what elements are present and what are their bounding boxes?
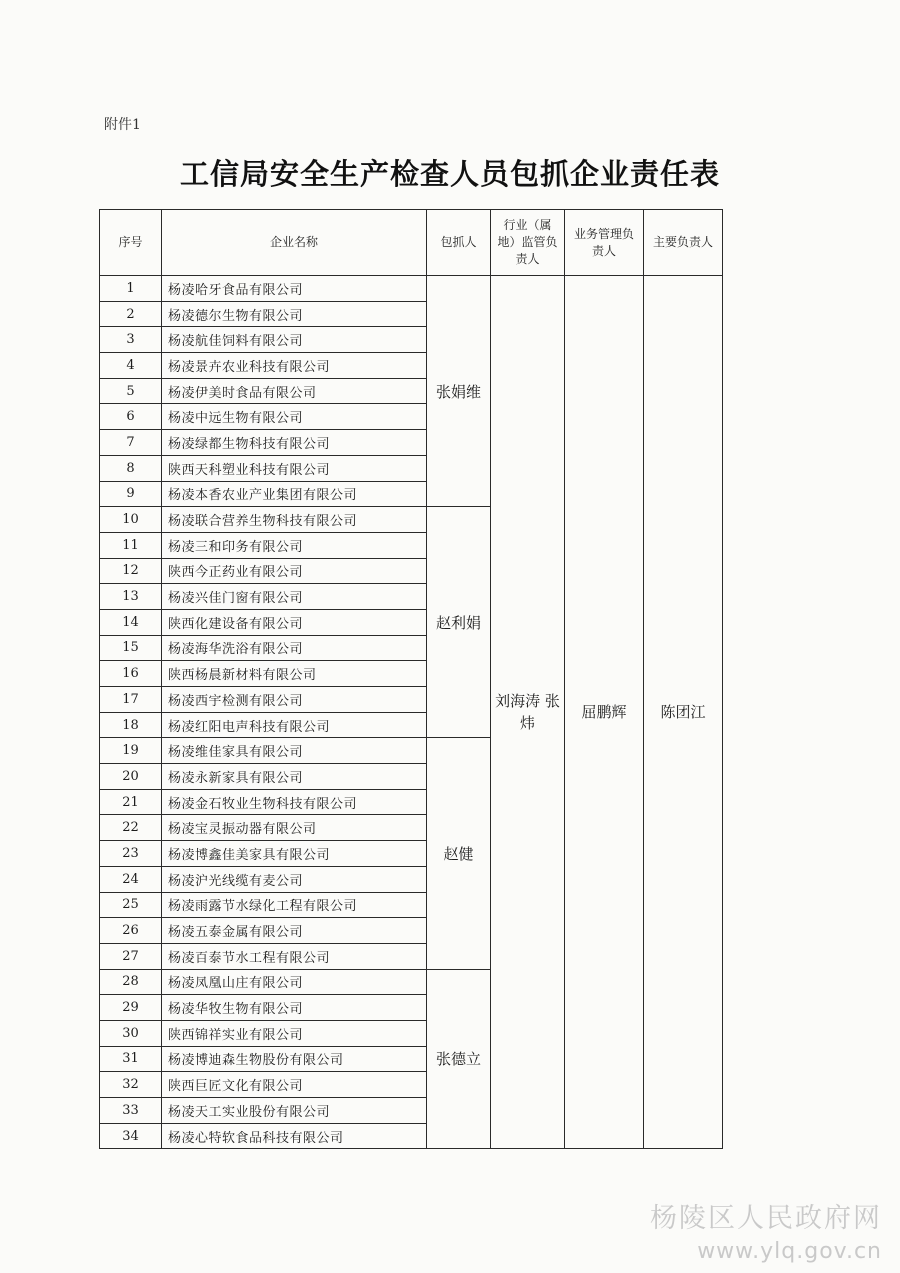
company-name: 杨凌本香农业产业集团有限公司 (162, 481, 427, 507)
row-number: 10 (100, 507, 162, 533)
row-number: 20 (100, 764, 162, 790)
company-name: 杨凌金石牧业生物科技有限公司 (162, 789, 427, 815)
company-name: 陕西巨匠文化有限公司 (162, 1072, 427, 1098)
company-name: 杨凌雨露节水绿化工程有限公司 (162, 892, 427, 918)
row-number: 29 (100, 995, 162, 1021)
row-number: 26 (100, 918, 162, 944)
row-number: 14 (100, 609, 162, 635)
row-number: 30 (100, 1020, 162, 1046)
row-number: 33 (100, 1098, 162, 1124)
company-name: 杨凌五泰金属有限公司 (162, 918, 427, 944)
row-number: 9 (100, 481, 162, 507)
site-watermark (650, 1196, 882, 1264)
company-name: 陕西天科塑业科技有限公司 (162, 455, 427, 481)
company-name: 杨凌三和印务有限公司 (162, 532, 427, 558)
company-name: 杨凌天工实业股份有限公司 (162, 1098, 427, 1124)
company-name: 杨凌博鑫佳美家具有限公司 (162, 841, 427, 867)
company-name: 杨凌维佳家具有限公司 (162, 738, 427, 764)
row-number: 22 (100, 815, 162, 841)
row-number: 23 (100, 841, 162, 867)
row-number: 12 (100, 558, 162, 584)
company-name: 杨凌心特软食品科技有限公司 (162, 1123, 427, 1149)
row-number: 15 (100, 635, 162, 661)
company-name: 杨凌百泰节水工程有限公司 (162, 943, 427, 969)
company-name: 杨凌中远生物有限公司 (162, 404, 427, 430)
row-number: 24 (100, 866, 162, 892)
row-number: 6 (100, 404, 162, 430)
header-row (100, 210, 723, 276)
assignee-cell: 张娟维 (427, 276, 491, 507)
company-name: 陕西锦祥实业有限公司 (162, 1020, 427, 1046)
table-row (100, 276, 723, 302)
company-name: 杨凌红阳电声科技有限公司 (162, 712, 427, 738)
header-supervisor: 行业（属地）监管负责人 (491, 210, 565, 276)
header-assignee: 包抓人 (427, 210, 491, 276)
header-no: 序号 (100, 210, 162, 276)
row-number: 2 (100, 301, 162, 327)
company-name: 杨凌德尔生物有限公司 (162, 301, 427, 327)
assignee-cell: 张德立 (427, 969, 491, 1149)
company-name: 杨凌博迪森生物股份有限公司 (162, 1046, 427, 1072)
company-name: 杨凌伊美时食品有限公司 (162, 378, 427, 404)
supervisor-cell: 刘海涛 张炜 (491, 276, 565, 1149)
business-manager-cell: 屈鹏辉 (565, 276, 644, 1149)
watermark-name: 杨陵区人民政府网 (650, 1203, 882, 1234)
company-name: 杨凌沪光线缆有麦公司 (162, 866, 427, 892)
row-number: 8 (100, 455, 162, 481)
company-name: 杨凌海华洗浴有限公司 (162, 635, 427, 661)
row-number: 34 (100, 1123, 162, 1149)
row-number: 11 (100, 532, 162, 558)
row-number: 28 (100, 969, 162, 995)
company-name: 杨凌景卉农业科技有限公司 (162, 353, 427, 379)
company-name: 陕西化建设备有限公司 (162, 609, 427, 635)
row-number: 1 (100, 276, 162, 302)
row-number: 25 (100, 892, 162, 918)
row-number: 5 (100, 378, 162, 404)
company-name: 杨凌兴佳门窗有限公司 (162, 584, 427, 610)
responsibility-table (99, 209, 723, 1149)
row-number: 27 (100, 943, 162, 969)
row-number: 19 (100, 738, 162, 764)
row-number: 13 (100, 584, 162, 610)
company-name: 杨凌西宇检测有限公司 (162, 687, 427, 713)
row-number: 17 (100, 687, 162, 713)
company-name: 陕西杨晨新材料有限公司 (162, 661, 427, 687)
header-leader: 主要负责人 (644, 210, 723, 276)
row-number: 7 (100, 430, 162, 456)
row-number: 32 (100, 1072, 162, 1098)
company-name: 杨凌航佳饲料有限公司 (162, 327, 427, 353)
row-number: 21 (100, 789, 162, 815)
company-name: 陕西今正药业有限公司 (162, 558, 427, 584)
attachment-label: 附件1 (104, 117, 141, 133)
row-number: 31 (100, 1046, 162, 1072)
company-name: 杨凌永新家具有限公司 (162, 764, 427, 790)
company-name: 杨凌宝灵振动器有限公司 (162, 815, 427, 841)
main-leader-cell: 陈团江 (644, 276, 723, 1149)
document-title: 工信局安全生产检查人员包抓企业责任表 (179, 157, 720, 191)
table-body (100, 276, 723, 1149)
row-number: 18 (100, 712, 162, 738)
company-name: 杨凌凤凰山庄有限公司 (162, 969, 427, 995)
row-number: 16 (100, 661, 162, 687)
assignee-cell: 赵利娟 (427, 507, 491, 738)
assignee-cell: 赵健 (427, 738, 491, 969)
watermark-url: www.ylq.gov.cn (697, 1239, 882, 1264)
company-name: 杨凌绿都生物科技有限公司 (162, 430, 427, 456)
header-business: 业务管理负责人 (565, 210, 644, 276)
company-name: 杨凌哈牙食品有限公司 (162, 276, 427, 302)
header-company: 企业名称 (162, 210, 427, 276)
row-number: 3 (100, 327, 162, 353)
row-number: 4 (100, 353, 162, 379)
company-name: 杨凌华牧生物有限公司 (162, 995, 427, 1021)
company-name: 杨凌联合营养生物科技有限公司 (162, 507, 427, 533)
